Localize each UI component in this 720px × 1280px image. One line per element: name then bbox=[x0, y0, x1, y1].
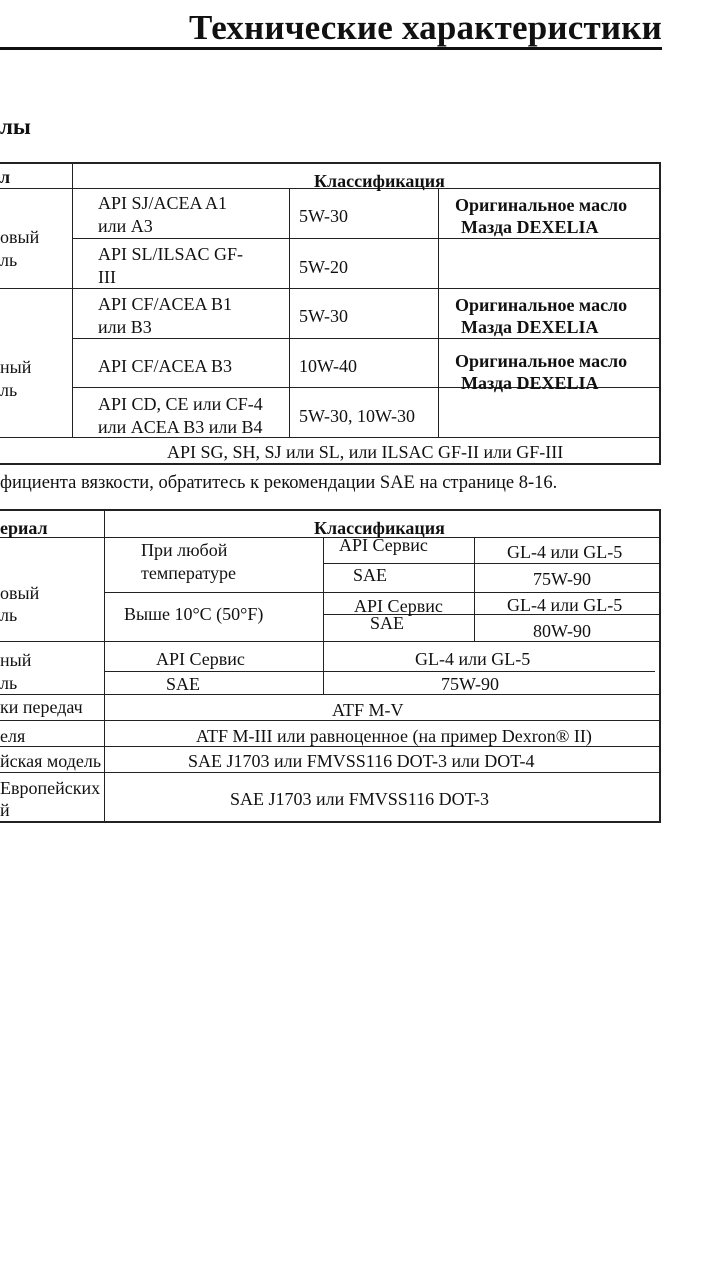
table-cell-temp: Выше 10°C (50°F) bbox=[124, 604, 264, 624]
table-cell-oil: Мазда DEXELIA bbox=[461, 317, 599, 337]
table-border bbox=[0, 694, 661, 695]
table-cell-oil: Оригинальное масло bbox=[455, 195, 628, 215]
table-border bbox=[323, 537, 324, 694]
table-cell-viscosity: 80W-90 bbox=[533, 621, 591, 641]
table-cell-oil: Мазда DEXELIA bbox=[461, 217, 599, 237]
table-border bbox=[105, 671, 655, 672]
row-label: ки передач bbox=[0, 697, 83, 717]
table-border bbox=[0, 821, 661, 823]
table-cell-temp: температуре bbox=[141, 563, 237, 583]
table-cell-api: API Сервис bbox=[354, 596, 443, 616]
table-cell-api: API Сервис bbox=[156, 649, 245, 669]
table-border bbox=[73, 238, 661, 239]
table-cell-spec: API CF/ACEA B1 bbox=[98, 294, 233, 314]
table-cell-sae: 5W-20 bbox=[299, 257, 348, 277]
table-cell-sae: 10W-40 bbox=[299, 356, 357, 376]
table-border bbox=[0, 772, 661, 773]
table-cell-sae: 5W-30 bbox=[299, 206, 348, 226]
column-header-material: ериал bbox=[0, 518, 48, 538]
table-cell-value: ATF M-III или равноценное (на пример Dexron® II) bbox=[196, 726, 592, 746]
table-cell-spec: или B3 bbox=[98, 317, 152, 337]
table-border bbox=[659, 509, 661, 822]
table-cell-oil: Оригинальное масло bbox=[455, 295, 628, 315]
table-border bbox=[0, 162, 661, 164]
table-border bbox=[659, 162, 661, 465]
table-cell-spec: API CD, CE или CF-4 bbox=[98, 394, 263, 414]
table-cell-gl: GL-4 или GL-5 bbox=[415, 649, 531, 669]
table-cell-spec: API SL/ILSAC GF- bbox=[98, 244, 244, 264]
table-cell-last-row: API SG, SH, SJ или SL, или ILSAC GF-II или GF-III bbox=[167, 442, 564, 462]
column-header-material: л bbox=[0, 167, 11, 187]
table-cell-spec: или ACEA B3 или B4 bbox=[98, 417, 263, 437]
table-cell-spec: API CF/ACEA B3 bbox=[98, 356, 233, 376]
row-label: ль bbox=[0, 605, 18, 625]
column-header-classification: Классификация bbox=[314, 518, 445, 538]
table-cell-value: SAE J1703 или FMVSS116 DOT-3 или DOT-4 bbox=[188, 751, 535, 771]
table-cell-api: API Сервис bbox=[339, 535, 428, 555]
table-cell-value: ATF M-V bbox=[332, 700, 404, 720]
table-border bbox=[474, 537, 475, 641]
row-label: еля bbox=[0, 726, 26, 746]
row-label: ль bbox=[0, 250, 18, 270]
table-cell-oil: Мазда DEXELIA bbox=[461, 373, 599, 393]
page-title: Технические характеристики bbox=[189, 8, 662, 47]
row-label: ный bbox=[0, 650, 32, 670]
table-border bbox=[73, 338, 661, 339]
table-border bbox=[0, 720, 661, 721]
row-label: й bbox=[0, 800, 10, 820]
table-cell-sae: SAE bbox=[370, 613, 405, 633]
table-cell-viscosity: 75W-90 bbox=[441, 674, 499, 694]
table-cell-spec: III bbox=[98, 267, 116, 287]
row-label: овый bbox=[0, 583, 40, 603]
table-border bbox=[72, 162, 73, 438]
table-border bbox=[438, 188, 439, 437]
table-border bbox=[105, 592, 661, 593]
row-label: овый bbox=[0, 227, 40, 247]
table-cell-sae: 5W-30 bbox=[299, 306, 348, 326]
row-label: ль bbox=[0, 673, 18, 693]
table-cell-viscosity: 75W-90 bbox=[533, 569, 591, 589]
table-border bbox=[104, 509, 105, 822]
viscosity-note: фициента вязкости, обратитесь к рекомендации SAE на странице 8-16. bbox=[0, 473, 558, 493]
table-cell-spec: API SJ/ACEA A1 bbox=[98, 193, 228, 213]
row-label: Европейских bbox=[0, 778, 101, 798]
table-cell-gl: GL-4 или GL-5 bbox=[507, 595, 623, 615]
section-heading: лы bbox=[0, 114, 31, 139]
title-underline bbox=[0, 47, 662, 50]
table-cell-spec: или A3 bbox=[98, 216, 153, 236]
table-cell-value: SAE J1703 или FMVSS116 DOT-3 bbox=[230, 789, 489, 809]
table-cell-oil: Оригинальное масло bbox=[455, 351, 628, 371]
row-label: йская модель bbox=[0, 751, 102, 771]
row-label: ль bbox=[0, 380, 18, 400]
table-border bbox=[0, 288, 661, 289]
row-label: ный bbox=[0, 357, 32, 377]
column-header-classification: Классификация bbox=[314, 171, 445, 191]
table-border bbox=[289, 188, 290, 437]
table-cell-temp: При любой bbox=[141, 540, 228, 560]
table-cell-sae: SAE bbox=[353, 565, 388, 585]
table-border bbox=[0, 509, 661, 511]
table-cell-gl: GL-4 или GL-5 bbox=[507, 542, 623, 562]
table-border bbox=[0, 463, 661, 465]
table-cell-sae: 5W-30, 10W-30 bbox=[299, 406, 415, 426]
table-cell-sae: SAE bbox=[166, 674, 201, 694]
